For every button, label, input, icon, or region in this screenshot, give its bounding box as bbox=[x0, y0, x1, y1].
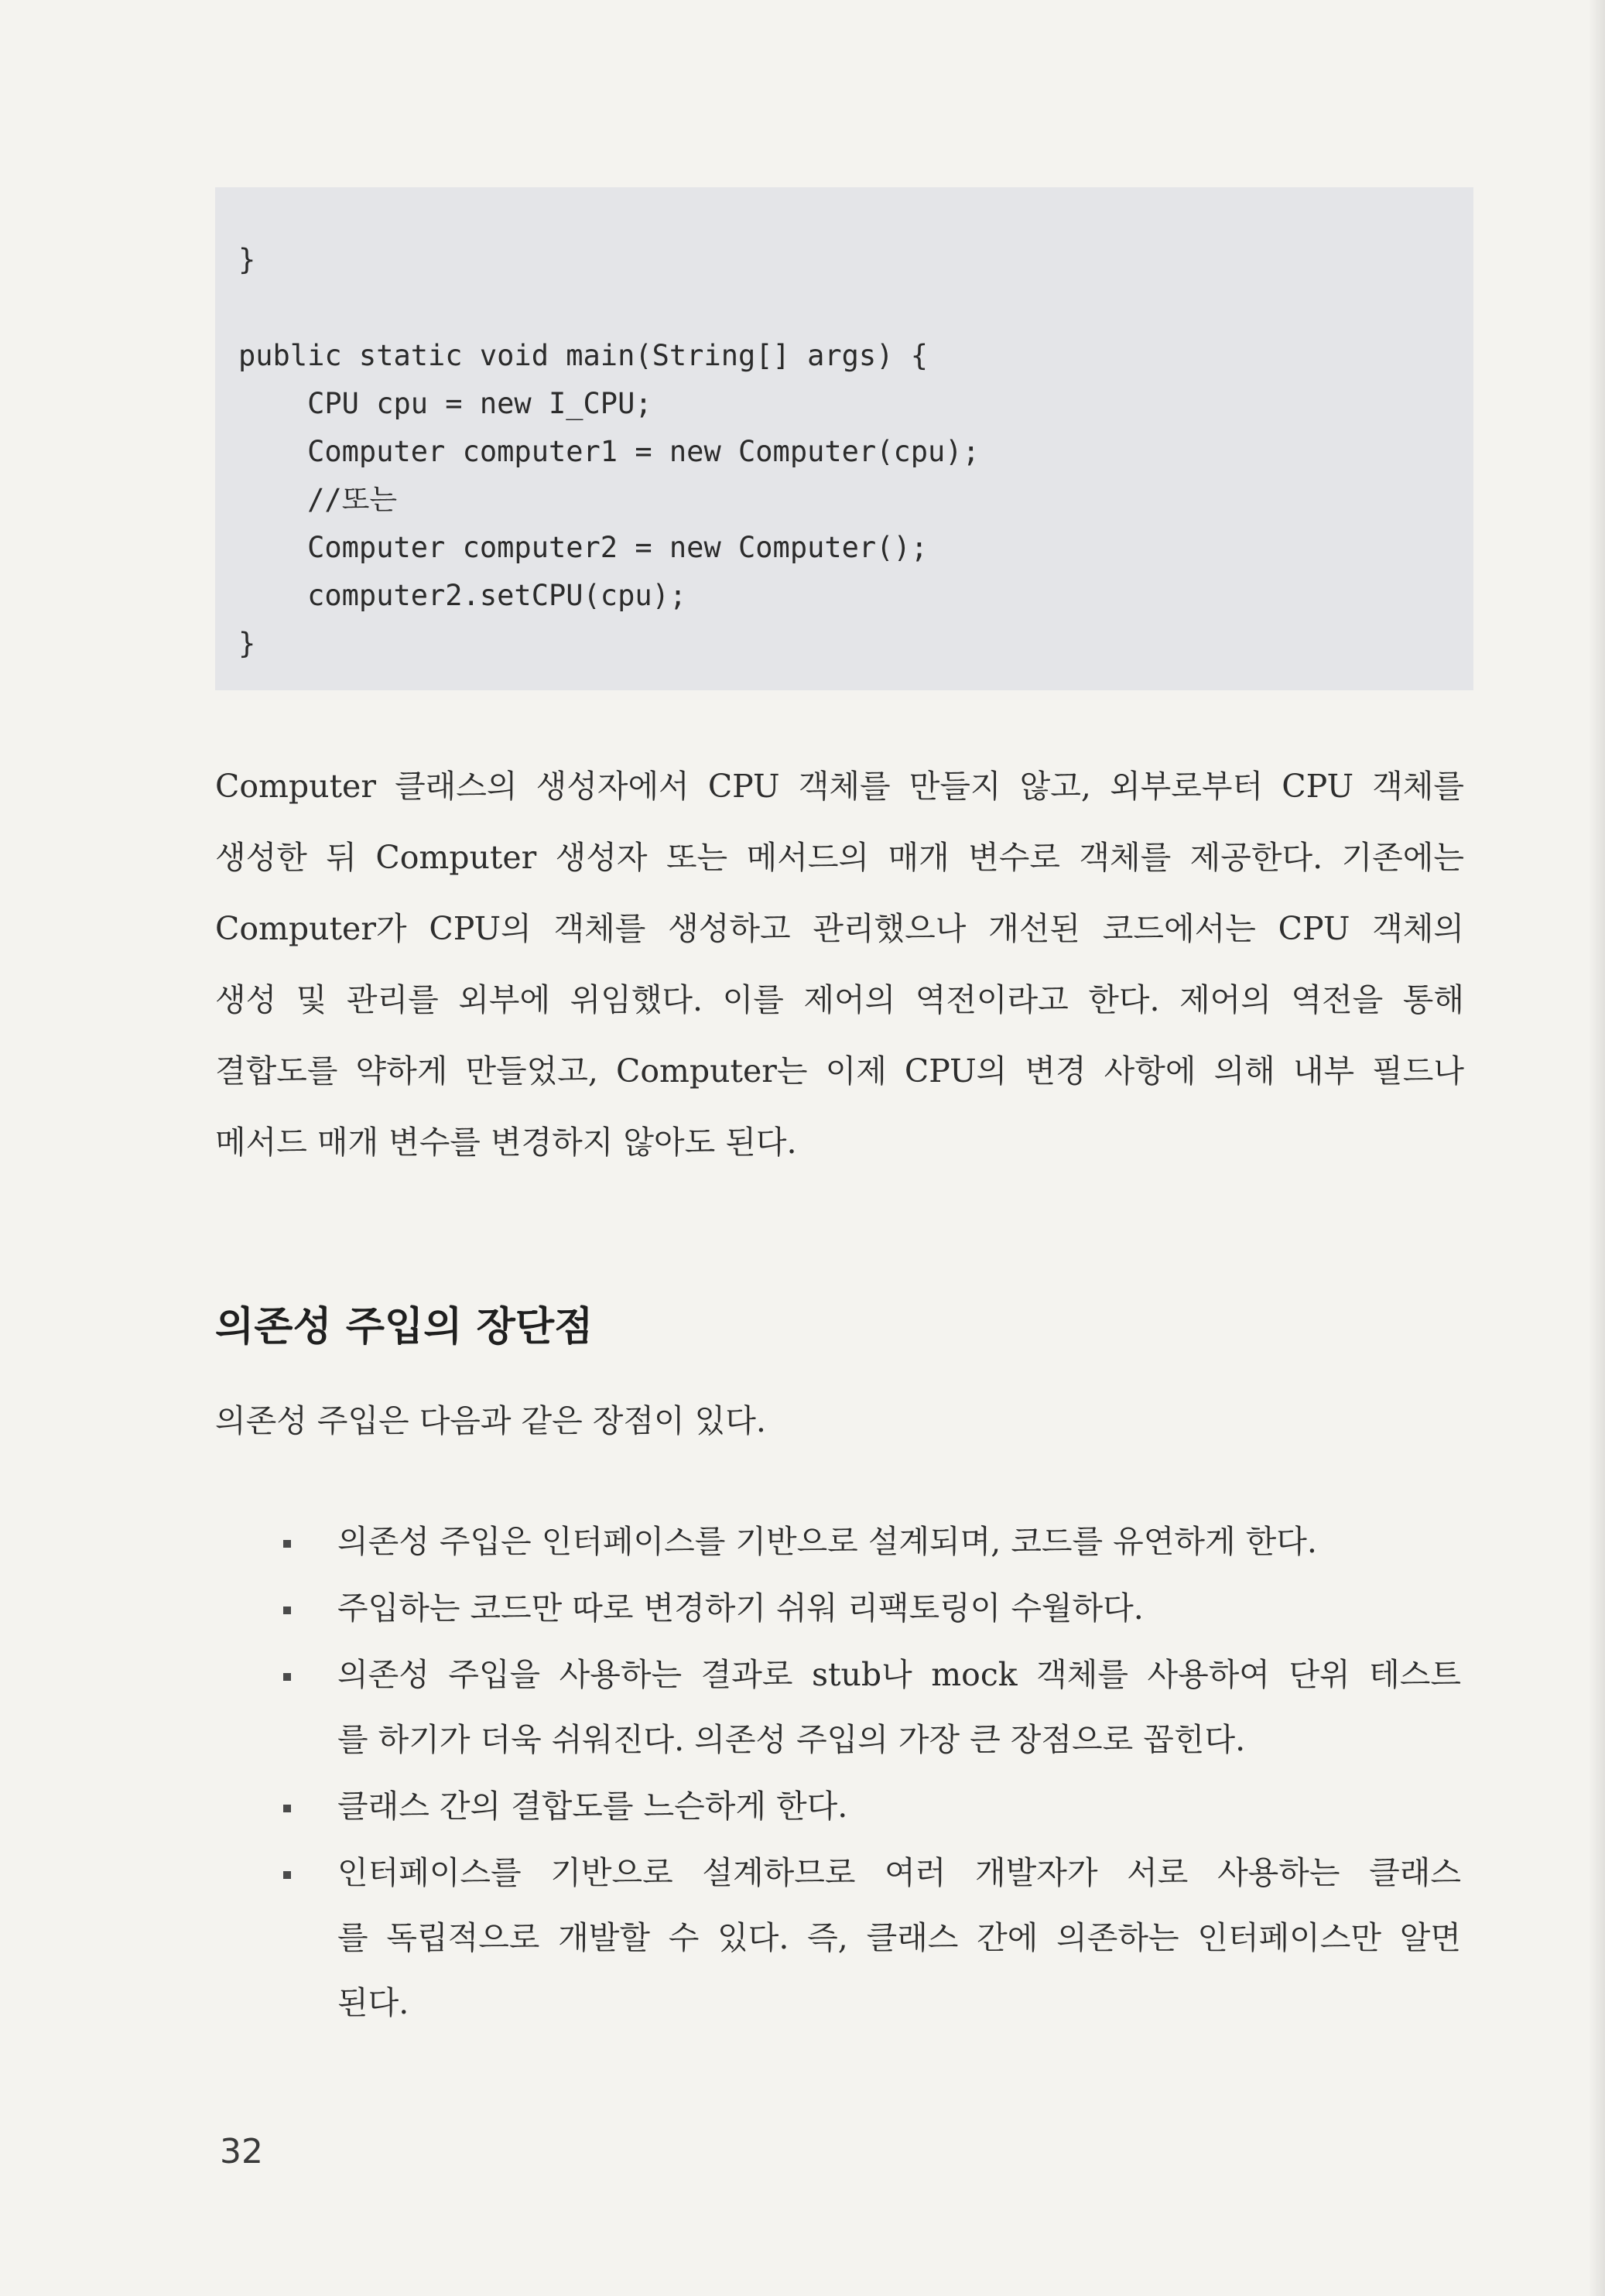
paragraph-line: 결합도를 약하게 만들었고, Computer는 이제 CPU의 변경 사항에 의해 내부 필드나 bbox=[215, 1052, 1464, 1090]
code-line: computer2.setCPU(cpu); bbox=[238, 579, 687, 612]
code-line: Computer computer2 = new Computer(); bbox=[238, 531, 929, 564]
code-block bbox=[215, 187, 1473, 690]
list-item-line: 클래스 간의 결합도를 느슨하게 한다. bbox=[337, 1788, 848, 1825]
list-item-line: 인터페이스를 기반으로 설계하므로 여러 개발자가 서로 사용하는 클래스 bbox=[337, 1854, 1461, 1891]
code-line: public static void main(String[] args) { bbox=[238, 339, 929, 372]
bullet-square-icon bbox=[283, 1805, 291, 1812]
bullet-square-icon bbox=[283, 1607, 291, 1614]
code-line: Computer computer1 = new Computer(cpu); bbox=[238, 435, 980, 468]
code-line: //또는 bbox=[238, 483, 398, 516]
list-item-line: 의존성 주입은 인터페이스를 기반으로 설계되며, 코드를 유연하게 한다. bbox=[337, 1523, 1317, 1560]
section-heading: 의존성 주입의 장단점 bbox=[215, 1304, 594, 1350]
list-item-line: 주입하는 코드만 따로 변경하기 쉬워 리팩토링이 수월하다. bbox=[337, 1589, 1144, 1627]
list-item-line: 의존성 주입을 사용하는 결과로 stub나 mock 객체를 사용하여 단위 테스트 bbox=[337, 1656, 1461, 1693]
paragraph-line: 메서드 매개 변수를 변경하지 않아도 된다. bbox=[215, 1124, 797, 1161]
list-item-line: 를 하기가 더욱 쉬워진다. 의존성 주입의 가장 큰 장점으로 꼽힌다. bbox=[337, 1721, 1246, 1758]
bullet-square-icon bbox=[283, 1673, 291, 1681]
list-item-line: 를 독립적으로 개발할 수 있다. 즉, 클래스 간에 의존하는 인터페이스만 알면 bbox=[337, 1919, 1461, 1956]
paragraph-line: 생성한 뒤 Computer 생성자 또는 메서드의 매개 변수로 객체를 제공한다. 기존에는 bbox=[215, 839, 1464, 876]
section-intro: 의존성 주입은 다음과 같은 장점이 있다. bbox=[215, 1402, 766, 1439]
paragraph-line: 생성 및 관리를 외부에 위임했다. 이를 제어의 역전이라고 한다. 제어의 역전을 통해 bbox=[215, 981, 1464, 1018]
code-line: CPU cpu = new I_CPU; bbox=[238, 387, 652, 420]
page-number: 32 bbox=[220, 2132, 263, 2171]
code-line: } bbox=[238, 627, 256, 660]
bullet-square-icon bbox=[283, 1871, 291, 1879]
bullet-square-icon bbox=[283, 1540, 291, 1548]
list-item-line: 된다. bbox=[337, 1984, 409, 2021]
code-line: } bbox=[238, 243, 256, 276]
paragraph-line: Computer가 CPU의 객체를 생성하고 관리했으나 개선된 코드에서는 CPU 객체의 bbox=[215, 910, 1464, 947]
page-edge-shadow bbox=[1588, 0, 1605, 2296]
paragraph-line: Computer 클래스의 생성자에서 CPU 객체를 만들지 않고, 외부로부터 CPU 객체를 bbox=[215, 768, 1464, 805]
